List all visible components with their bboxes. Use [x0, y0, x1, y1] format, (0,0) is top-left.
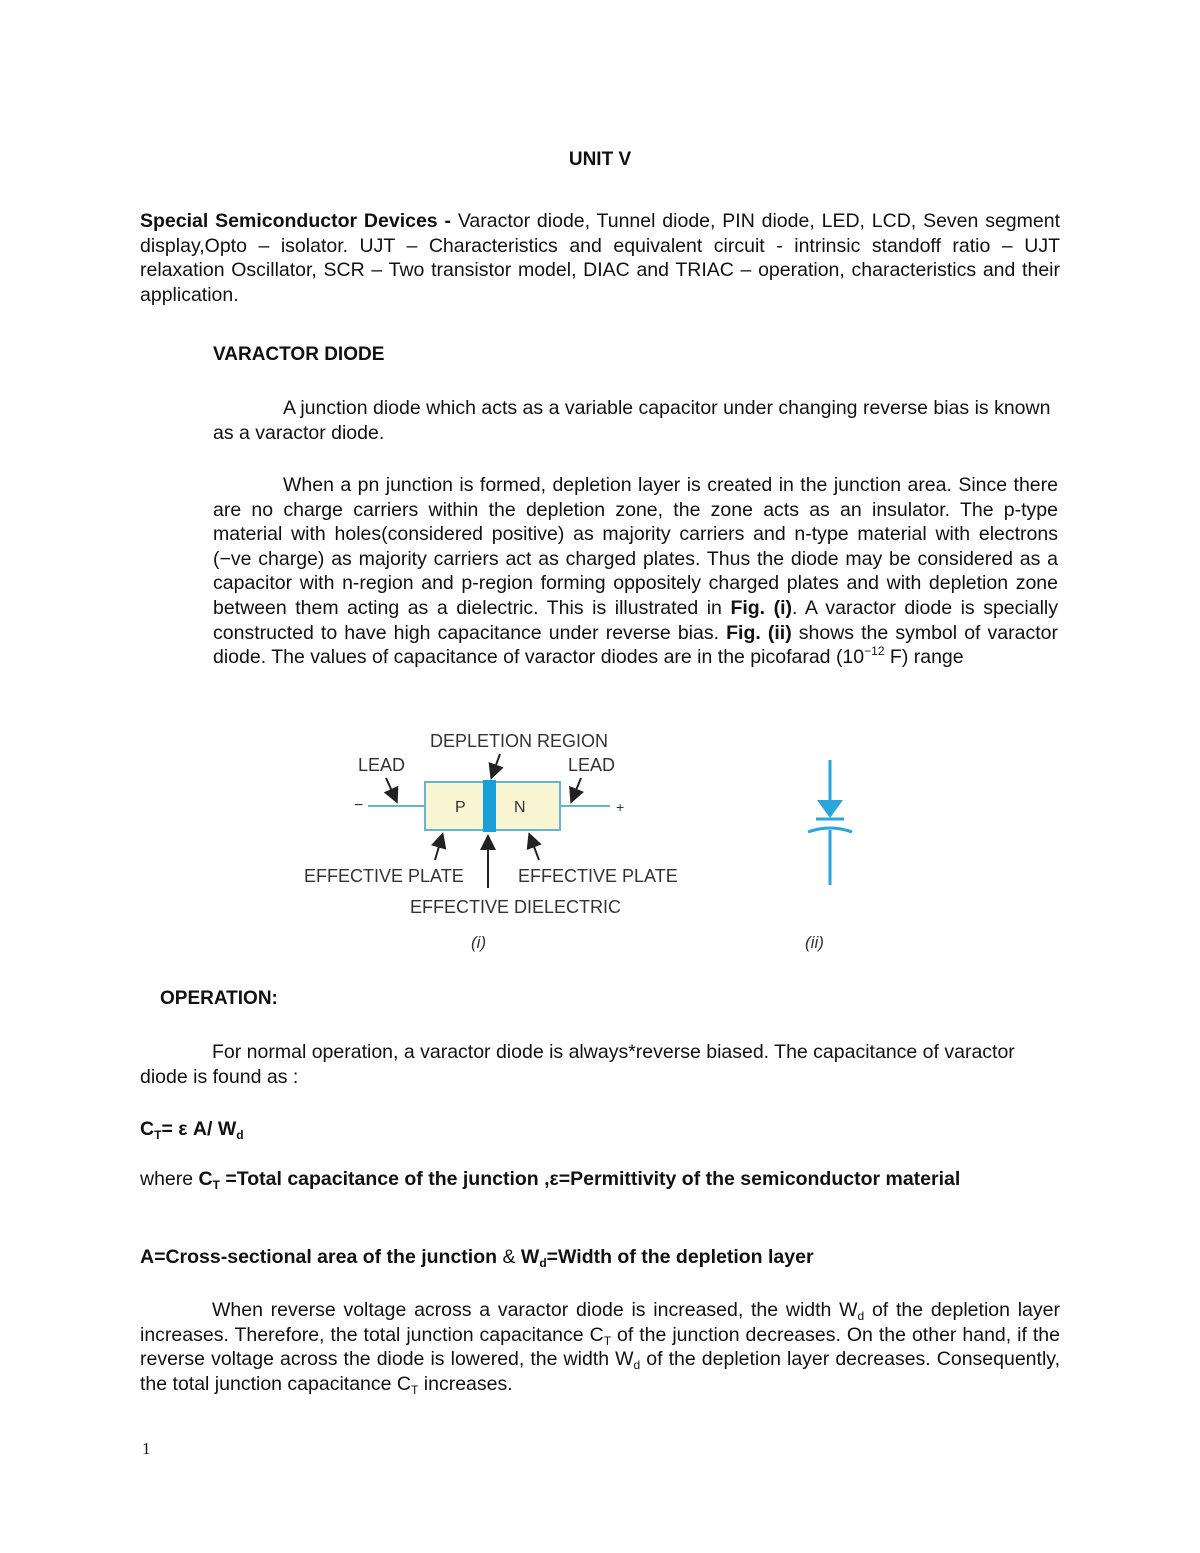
explanation-text-d: F) range [884, 646, 964, 669]
varactor-explanation [213, 473, 1058, 670]
effective-dielectric-label: EFFECTIVE DIELECTRIC [410, 897, 622, 917]
operation-heading: OPERATION: [160, 988, 278, 1009]
capacitance-formula: $C_T= \varepsilon$ A/ $W_d$ [140, 1118, 244, 1142]
caption-i: (i) [471, 933, 487, 952]
lead-left-label: LEAD [358, 755, 406, 775]
diode-triangle-icon [817, 800, 843, 818]
intro-lead: Special Semiconductor Devices - [140, 210, 451, 232]
intro-text: Varactor diode, Tunnel diode, PIN diode, LED, LCD, Seven segment display,Opto – isolator. UJT – Characteristics and equivalent circuit - intrinsic standoff ratio – UJT relaxation Oscillator, SCR – Two transistor model, DIAC and TRIAC – operation, characteristics and their application. [140, 210, 1060, 306]
depletion-region-label: DEPLETION REGION [430, 731, 609, 751]
varactor-definition: A junction diode which acts as a variable capacitor under changing reverse bias is known as a varactor diode. [213, 397, 1051, 444]
depletion-region-bar [483, 780, 496, 832]
intro-paragraph [140, 209, 1060, 307]
reverse-voltage-paragraph: When reverse voltage across a varactor diode is increased, the width $W_d$ of the depletion layer increases. Therefore, the total junction capacitance $C_T$ of the junction decreases. On the other hand, if the reverse voltage across the diode is lowered, the width $W_d$ of the depletion layer decreases. Consequently, the total junction capacitance $C_T$ increases. [140, 1299, 1060, 1397]
fig-ii-reference: Fig. (ii) [726, 621, 792, 644]
fig-i-reference: Fig. (i) [730, 596, 793, 619]
page-title: UNIT V [568, 149, 632, 170]
explanation-text-c: shows the symbol of varactor diode. The values of capacitance of varactor diodes are in the picofarad (10 [213, 621, 1058, 669]
caption-ii: (ii) [805, 933, 824, 952]
p-label: P [455, 799, 466, 816]
varactor-figure [290, 720, 890, 970]
area-definition: A=Cross-sectional area of the junction & $W_d=Width$ of the depletion layer [140, 1246, 814, 1270]
lead-right-label: LEAD [568, 755, 616, 775]
effective-plate-right-label: EFFECTIVE PLATE [518, 866, 678, 886]
exponent: −12 [864, 644, 885, 659]
varactor-heading: VARACTOR DIODE [213, 344, 385, 365]
n-label: N [514, 799, 526, 816]
effective-plate-left-label: EFFECTIVE PLATE [304, 866, 464, 886]
formula-where: where $C_T$ =Total capacitance of the junction ,ε=Permittivity of the semiconductor material [140, 1168, 961, 1192]
minus-sign: − [354, 797, 364, 814]
operation-paragraph: For normal operation, a varactor diode is always*reverse biased. The capacitance of varactor diode is found as : [140, 1041, 1015, 1088]
explanation-text-b: . A varactor diode is specially constructed to have high capacitance under reverse bias. [213, 596, 1058, 644]
explanation-text-a: When a pn junction is formed, depletion layer is created in the junction area. Since there are no charge carriers within the depletion zone, the zone acts as an insulator. The p-type material with holes(considered positive) as majority carriers and n-type material with electrons (−ve charge) as majority carriers act as charged plates. Thus the diode may be considered as a capacitor with n-region and p-region forming oppositely charged plates and with depletion zone between them acting as a dielectric. This is illustrated in [213, 474, 1058, 619]
page-number: 1 [142, 1439, 151, 1458]
plus-sign: + [616, 799, 625, 815]
